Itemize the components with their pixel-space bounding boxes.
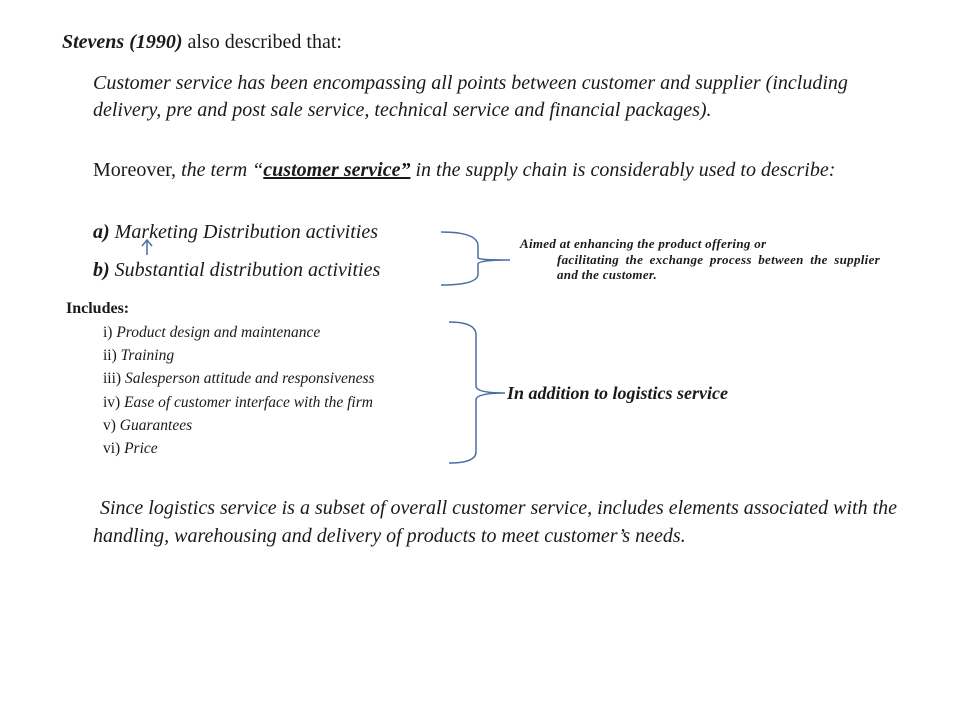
list-item — [103, 414, 375, 437]
moreover-mid: the term “ — [176, 159, 264, 181]
list-item-text: Ease of customer interface with the firm — [120, 393, 373, 411]
list-item-text: Guarantees — [115, 416, 193, 434]
moreover-tail: in the supply chain is considerably used to describe: — [410, 159, 836, 181]
list-item-text: Salesperson attitude and responsiveness — [121, 370, 375, 388]
aim-note-first-line: Aimed at enhancing the product offering or — [520, 236, 767, 251]
activity-item-a — [93, 219, 378, 245]
activities-bracket — [441, 232, 510, 285]
list-item-number: vi) — [103, 440, 121, 458]
customer-service-term: customer service” — [263, 159, 411, 181]
intro-rest: also described that: — [182, 31, 342, 53]
list-item — [103, 437, 375, 460]
list-item — [103, 391, 375, 414]
list-item-number: iv) — [103, 393, 121, 411]
list-item-text: Product design and maintenance — [112, 324, 321, 341]
list-item — [103, 321, 375, 344]
list-item-number: i) — [103, 324, 113, 341]
includes-bracket — [449, 322, 505, 463]
activity-marker: b) — [93, 259, 110, 281]
includes-list — [103, 321, 375, 460]
includes-label: Includes: — [66, 300, 130, 317]
list-item-number: v) — [103, 416, 116, 434]
since-paragraph: Since logistics service is a subset of overall customer service, includes elements associated with the handling, warehousing and delivery of products to meet customer’s needs. — [93, 497, 898, 547]
list-item — [103, 367, 375, 390]
moreover-lead: Moreover, — [93, 159, 177, 181]
aim-note — [520, 236, 880, 283]
intro-paragraph — [62, 29, 342, 55]
intro-author: Stevens (1990) — [62, 31, 183, 53]
activity-text: Marketing Distribution activities — [109, 221, 378, 243]
list-item-text: Price — [120, 440, 158, 458]
list-item-number: ii) — [103, 347, 117, 365]
definition-paragraph: Customer service has been encompassing all points between customer and supplier (including delivery, pre and post sale service, technical service and financial packages). — [93, 72, 848, 121]
activity-marker: a) — [93, 221, 110, 243]
logistics-note: In addition to logistics service — [507, 383, 729, 403]
list-item — [103, 344, 375, 367]
activity-text: Substantial distribution activities — [109, 259, 381, 281]
aim-note-rest: facilitating the exchange process between the supplier and the customer. — [557, 251, 880, 282]
activity-item-b — [93, 257, 380, 283]
moreover-paragraph — [93, 157, 913, 184]
list-item-text: Training — [116, 347, 175, 365]
list-item-number: iii) — [103, 370, 122, 388]
